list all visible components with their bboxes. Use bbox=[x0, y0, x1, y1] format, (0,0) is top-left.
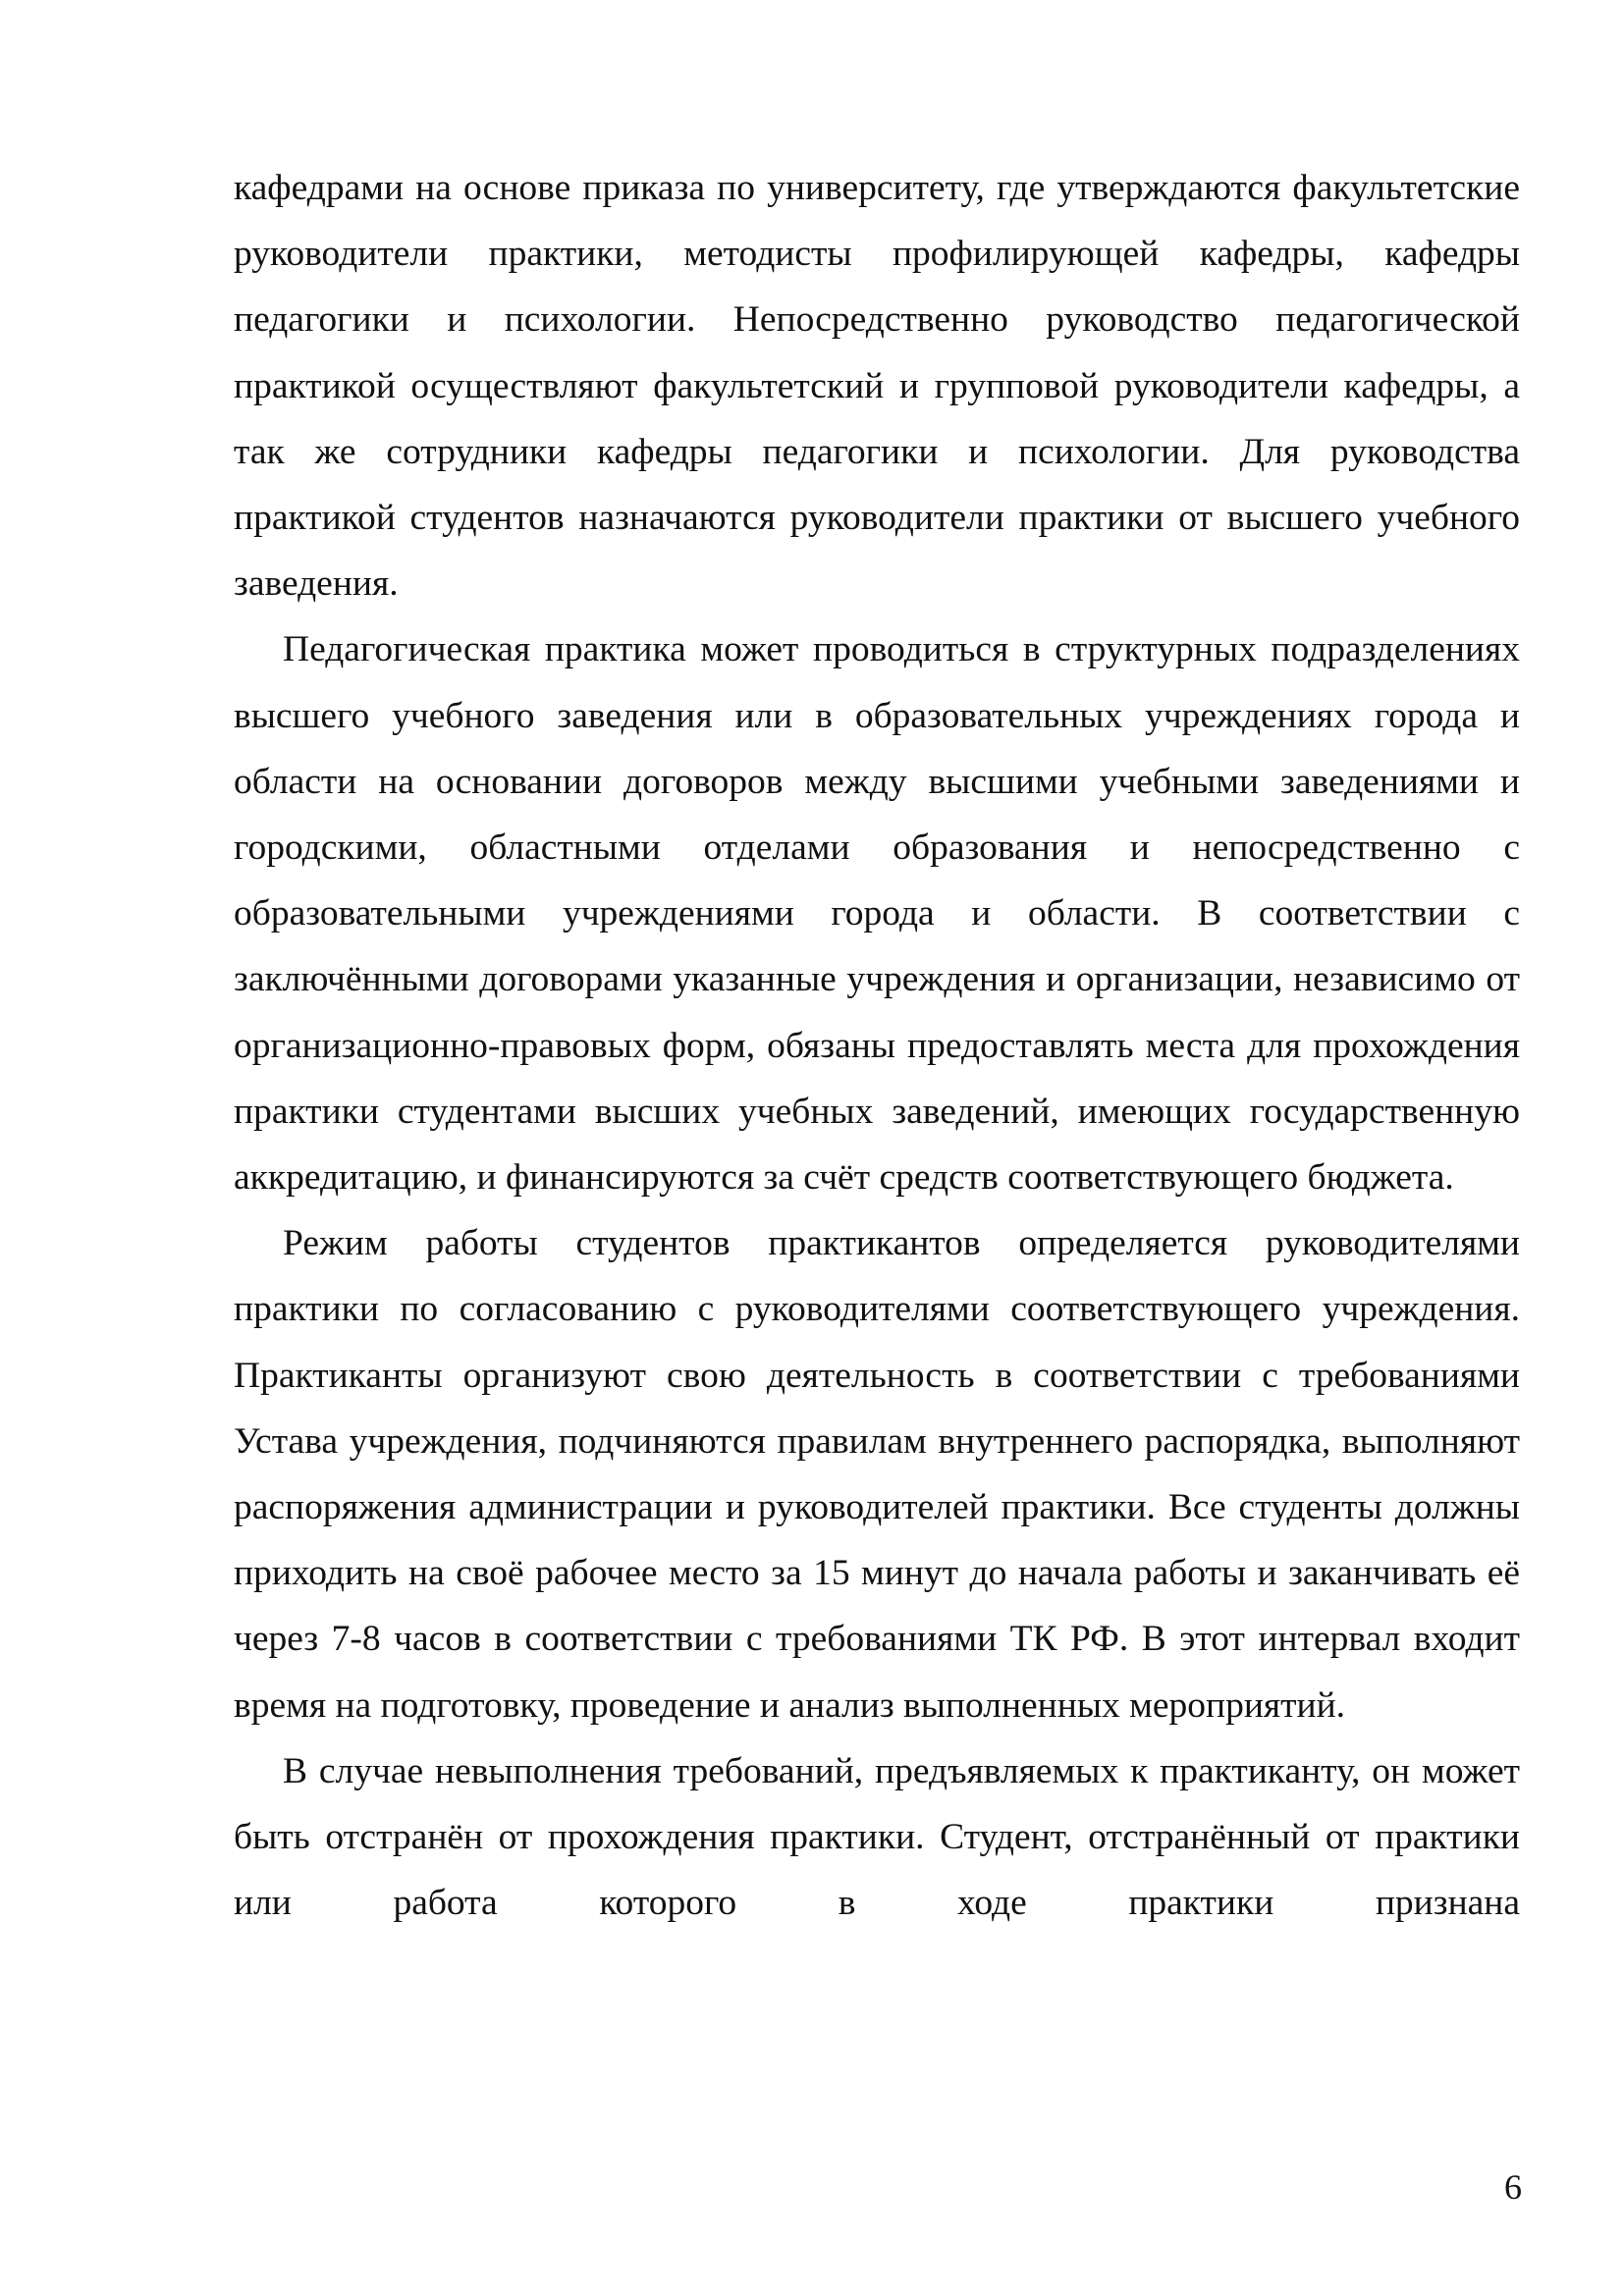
paragraph-continuation: кафедрами на основе приказа по университету, где утверждаются факультетские руководители практики, методисты профилирующей кафедры, кафедры педагогики и психологии. Непосредственно руководство педагогической практикой осуществляют факультетский и групповой руководители кафедры, а так же сотрудники кафедры педагогики и психологии. Для руководства практикой студентов назначаются руководители практики от высшего учебного заведения. bbox=[234, 168, 1520, 605]
paragraph-work-schedule: Режим работы студентов практикантов определяется руководителями практики по согласованию с руководителями соответствующего учреждения. Практиканты организуют свою деятельность в соответствии с требованиями Устава учреждения, подчиняются правилам внутреннего распорядка, выполняют распоряжения администрации и руководителей практики. Все студенты должны приходить на своё рабочее место за 15 минут до начала работы и заканчивать её через 7-8 часов в соответствии с требованиями ТК РФ. В этот интервал входит время на подготовку, проведение и анализ выполненных мероприятий. bbox=[234, 1223, 1520, 1726]
body-text bbox=[234, 155, 1520, 1936]
page-number: 6 bbox=[1504, 2167, 1522, 2207]
paragraph-dismissal: В случае невыполнения требований, предъявляемых к практиканту, он может быть отстранён от прохождения практики. Студент, отстранённый от практики или работа которого в ходе практики признана bbox=[234, 1750, 1520, 1924]
paragraph-practice-locations: Педагогическая практика может проводиться в структурных подразделениях высшего учебного заведения или в образовательных учреждениях города и области на основании договоров между высшими учебными заведениями и городскими, областными отделами образования и непосредственно с образовательными учреждениями города и области. В соответствии с заключёнными договорами указанные учреждения и организации, независимо от организационно-правовых форм, обязаны предоставлять места для прохождения практики студентами высших учебных заведений, имеющих государственную аккредитацию, и финансируются за счёт средств соответствующего бюджета. bbox=[234, 629, 1520, 1199]
